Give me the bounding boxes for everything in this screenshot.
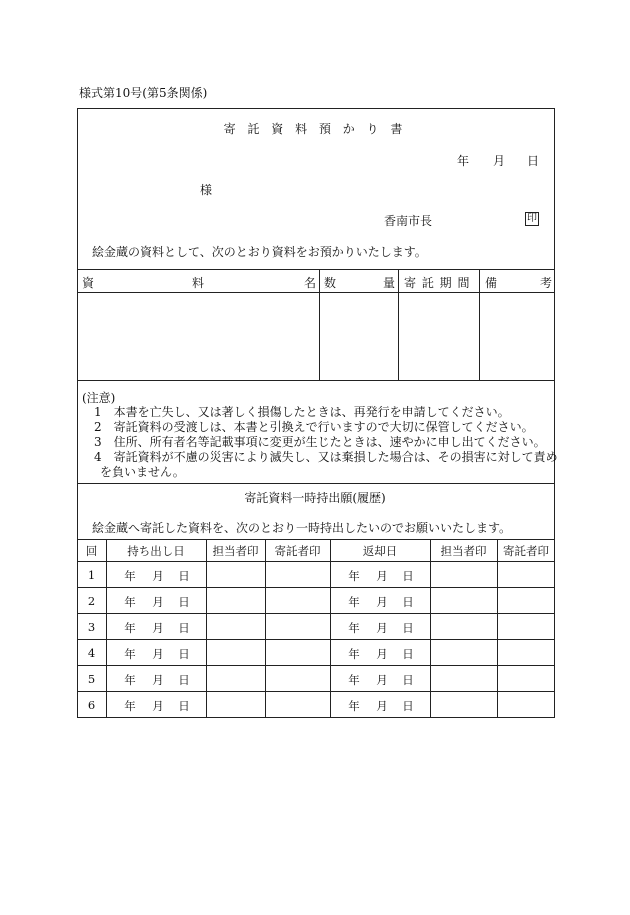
return-year: 年 bbox=[348, 569, 360, 583]
return-month: 月 bbox=[376, 699, 388, 713]
checkout-day: 日 bbox=[178, 621, 190, 635]
divider bbox=[319, 269, 320, 380]
divider bbox=[430, 539, 431, 717]
divider bbox=[106, 539, 107, 717]
checkout-month: 月 bbox=[152, 595, 164, 609]
issuer-name: 香南市長 bbox=[384, 214, 433, 228]
divider bbox=[77, 613, 555, 614]
checkout-month: 月 bbox=[152, 621, 164, 635]
row-number: 1 bbox=[87, 568, 96, 582]
date-day: 日 bbox=[527, 154, 540, 168]
divider bbox=[77, 665, 555, 666]
note-item: 2 寄託資料の受渡しは、本書と引換えで行いますので大切に保管してください。 bbox=[94, 420, 534, 434]
row-number: 4 bbox=[87, 646, 96, 660]
return-day: 日 bbox=[402, 569, 414, 583]
row-number: 6 bbox=[87, 698, 96, 712]
header-note-b: 考 bbox=[540, 276, 553, 290]
divider bbox=[78, 483, 554, 484]
col-header-depositor-seal: 寄託者印 bbox=[503, 544, 549, 558]
divider bbox=[77, 691, 555, 692]
header-period: 寄 託 期 間 bbox=[404, 276, 471, 290]
divider bbox=[206, 539, 207, 717]
divider bbox=[265, 539, 266, 717]
return-day: 日 bbox=[402, 595, 414, 609]
divider bbox=[77, 561, 555, 562]
row-number: 2 bbox=[87, 594, 96, 608]
divider bbox=[479, 269, 480, 380]
divider bbox=[77, 639, 555, 640]
return-year: 年 bbox=[348, 699, 360, 713]
header-name-c: 名 bbox=[304, 276, 317, 290]
history-intro: 絵金蔵へ寄託した資料を、次のとおり一時持出したいのでお願いいたします。 bbox=[92, 521, 512, 535]
checkout-day: 日 bbox=[178, 569, 190, 583]
return-day: 日 bbox=[402, 699, 414, 713]
checkout-year: 年 bbox=[124, 699, 136, 713]
header-qty-b: 量 bbox=[383, 276, 396, 290]
checkout-day: 日 bbox=[178, 673, 190, 687]
return-year: 年 bbox=[348, 621, 360, 635]
history-table bbox=[77, 539, 555, 718]
divider bbox=[77, 587, 555, 588]
divider bbox=[497, 539, 498, 717]
header-qty-a: 数 bbox=[324, 276, 337, 290]
return-year: 年 bbox=[348, 673, 360, 687]
return-month: 月 bbox=[376, 569, 388, 583]
return-day: 日 bbox=[402, 673, 414, 687]
return-month: 月 bbox=[376, 595, 388, 609]
note-item: 3 住所、所有者名等記載事項に変更が生じたときは、速やかに申し出てください。 bbox=[94, 435, 546, 449]
checkout-year: 年 bbox=[124, 569, 136, 583]
seal-mark: 印 bbox=[527, 213, 537, 224]
checkout-day: 日 bbox=[178, 699, 190, 713]
checkout-year: 年 bbox=[124, 621, 136, 635]
checkout-day: 日 bbox=[178, 595, 190, 609]
return-day: 日 bbox=[402, 621, 414, 635]
return-month: 月 bbox=[376, 621, 388, 635]
return-day: 日 bbox=[402, 647, 414, 661]
checkout-day: 日 bbox=[178, 647, 190, 661]
col-header-staff-seal: 担当者印 bbox=[440, 544, 487, 558]
col-header-round: 回 bbox=[85, 544, 98, 558]
col-header-depositor-seal: 寄託者印 bbox=[274, 544, 321, 558]
divider bbox=[78, 380, 554, 381]
divider bbox=[77, 539, 555, 540]
notes-heading: (注意) bbox=[82, 391, 116, 405]
checkout-month: 月 bbox=[152, 647, 164, 661]
col-header-return: 返却日 bbox=[362, 544, 398, 558]
header-note-a: 備 bbox=[485, 276, 498, 290]
divider bbox=[78, 292, 554, 293]
divider bbox=[330, 539, 331, 717]
addressee-suffix: 様 bbox=[200, 183, 213, 197]
history-title: 寄託資料一時持出願(履歴) bbox=[244, 491, 386, 505]
header-name-b: 料 bbox=[192, 276, 205, 290]
note-item: 4 寄託資料が不慮の災害により滅失し、又は棄損した場合は、その損害に対して責め bbox=[94, 450, 558, 464]
form-number-label: 様式第10号(第5条関係) bbox=[79, 86, 208, 100]
return-year: 年 bbox=[348, 595, 360, 609]
row-number: 5 bbox=[87, 672, 96, 686]
col-header-checkout: 持ち出し日 bbox=[127, 544, 185, 558]
checkout-month: 月 bbox=[152, 673, 164, 687]
note-item: を負いません。 bbox=[100, 465, 185, 479]
col-header-staff-seal: 担当者印 bbox=[212, 544, 259, 558]
note-item: 1 本書を亡失し、又は著しく損傷したときは、再発行を申請してください。 bbox=[94, 405, 510, 419]
row-number: 3 bbox=[87, 620, 96, 634]
checkout-month: 月 bbox=[152, 569, 164, 583]
header-name-a: 資 bbox=[82, 276, 95, 290]
checkout-year: 年 bbox=[124, 647, 136, 661]
checkout-year: 年 bbox=[124, 673, 136, 687]
return-year: 年 bbox=[348, 647, 360, 661]
deposit-intro: 絵金蔵の資料として、次のとおり資料をお預かりいたします。 bbox=[92, 245, 427, 259]
date-month: 月 bbox=[493, 154, 506, 168]
divider bbox=[78, 269, 554, 270]
date-year: 年 bbox=[457, 154, 470, 168]
divider bbox=[398, 269, 399, 380]
return-month: 月 bbox=[376, 647, 388, 661]
checkout-month: 月 bbox=[152, 699, 164, 713]
document-title: 寄 託 資 料 預 か り 書 bbox=[223, 122, 407, 136]
return-month: 月 bbox=[376, 673, 388, 687]
checkout-year: 年 bbox=[124, 595, 136, 609]
